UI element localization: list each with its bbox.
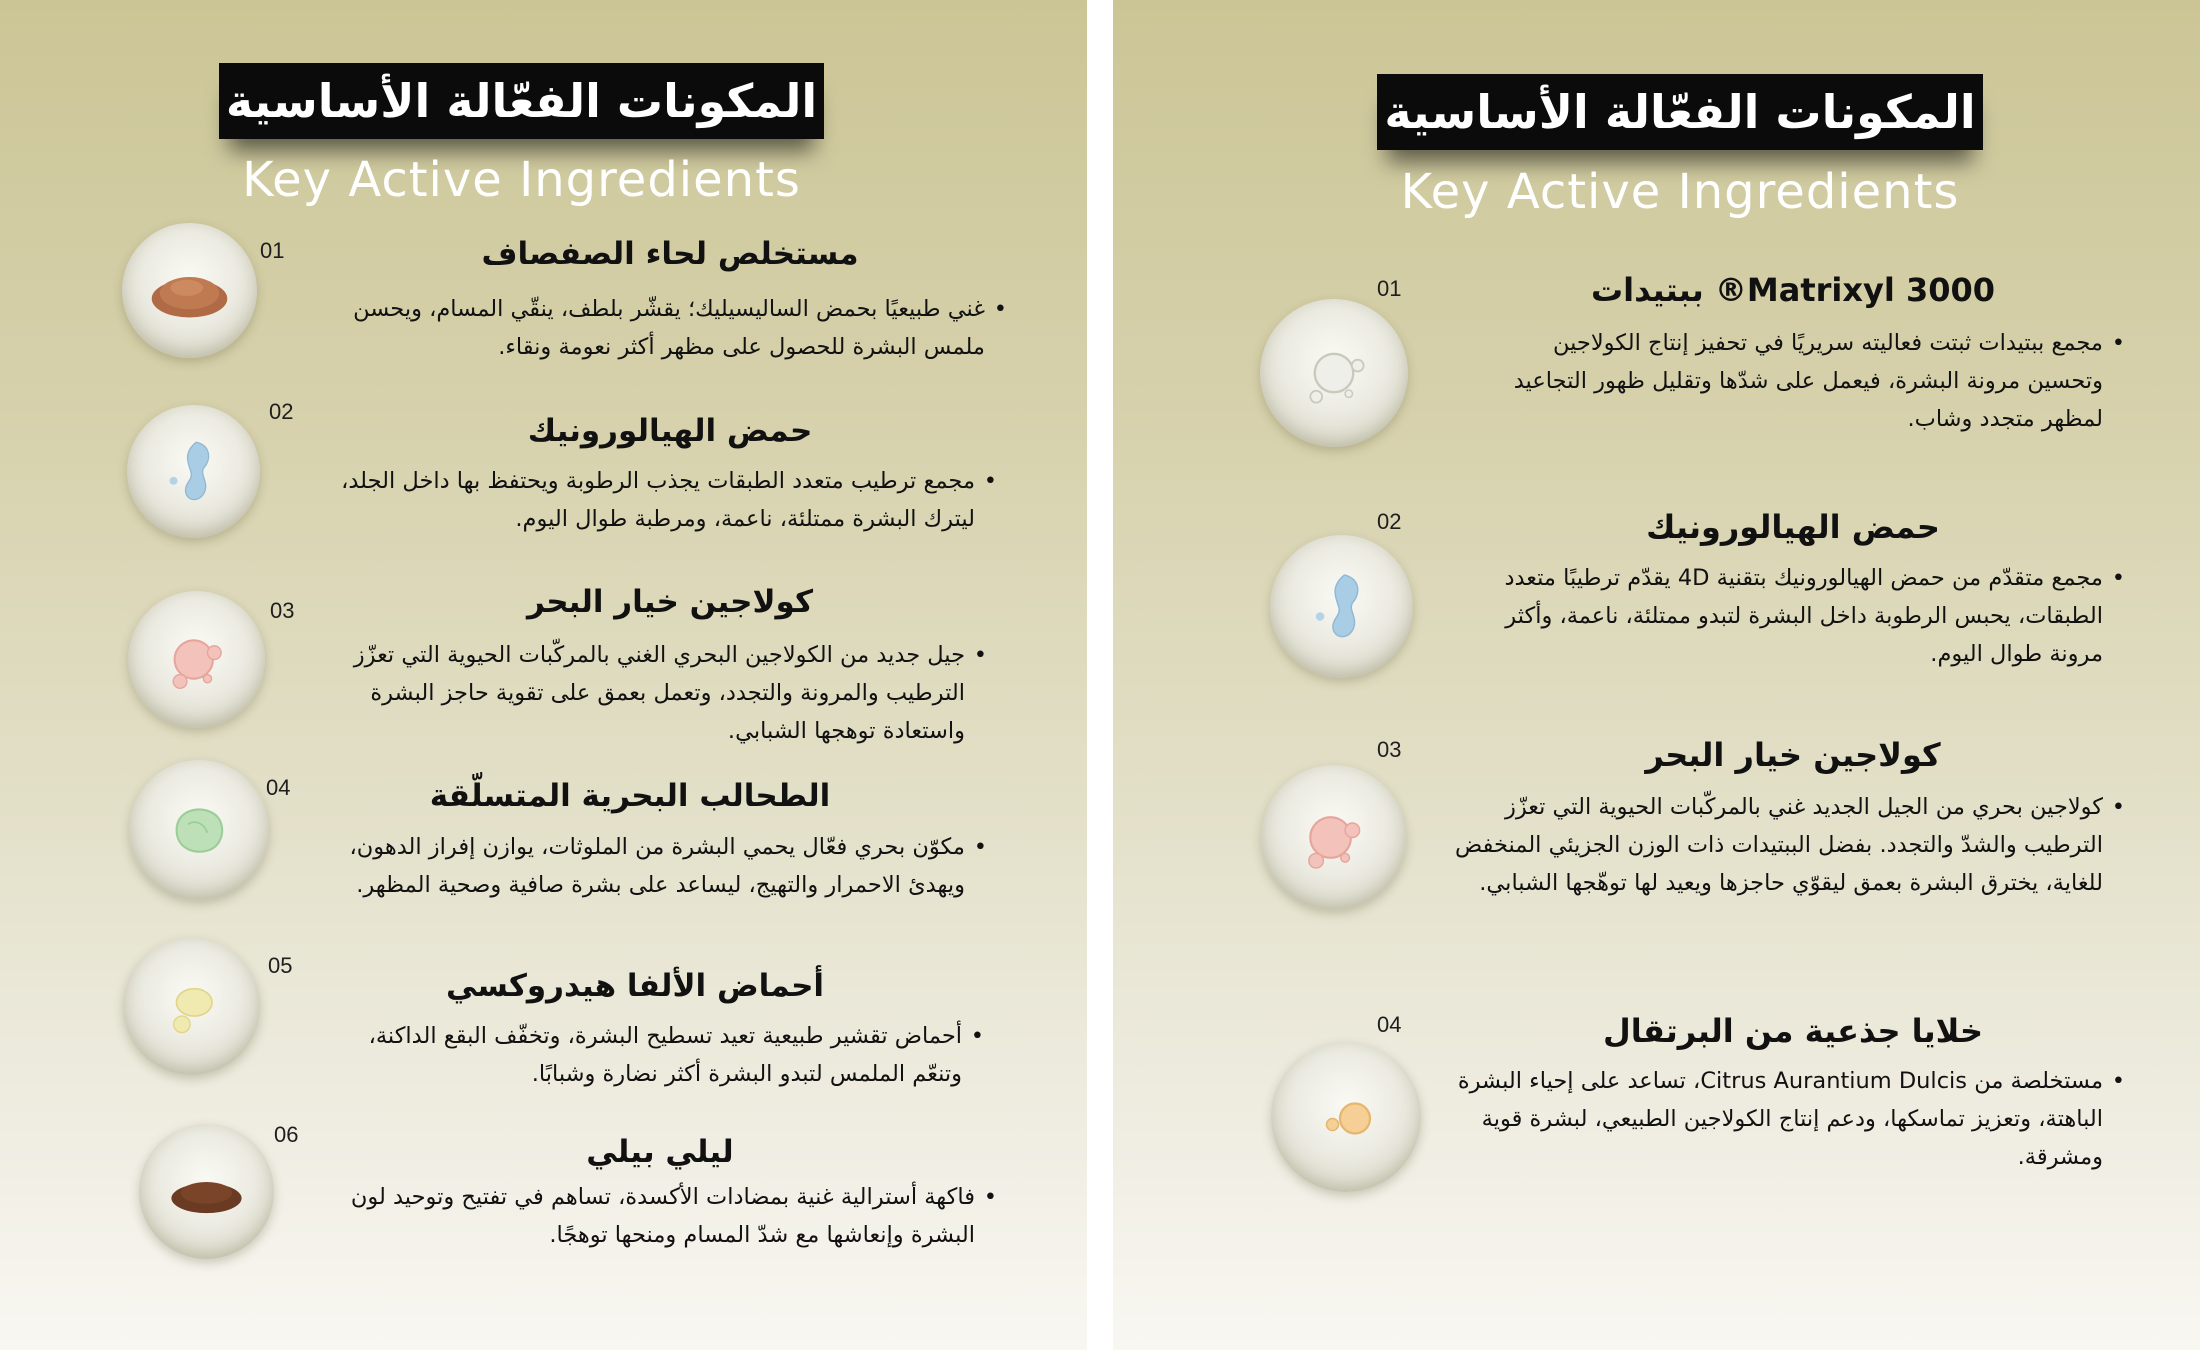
ingredient-number: 01 (1377, 276, 1402, 301)
ingredient-name: حمض الهيالورونيك (1646, 508, 1940, 546)
ingredient-name: أحماض الألفا هيدروكسي (445, 968, 825, 1004)
ingredient-description-text: • أحماض تقشير طبيعية تعيد تسطيح البشرة، وتخفّف البقع الداكنة، وتنعّم الملمس لتبدو البشرة أكثر نضارة وشبابًا. (342, 1017, 962, 1093)
ingredient-number: 03 (270, 598, 295, 623)
peptide-bubble-icon (1260, 299, 1408, 447)
ingredient-name: مستخلص لحاء الصفصاف (481, 236, 859, 272)
ingredient-description-text: • مجمع ببتيدات ثبتت فعاليته سريريًا في تحفيز إنتاج الكولاجين وتحسين مرونة البشرة، فيعمل على شدّها وتقليل ظهور التجاعيد لمظهر متجدد وشاب. (1473, 324, 2103, 438)
sea-cucumber-collagen-icon (128, 591, 265, 728)
ingredient-name: حمض الهيالورونيك (527, 413, 813, 449)
ingredient-number: 04 (1377, 1012, 1402, 1037)
ingredient-number: 04 (266, 775, 291, 800)
ingredient-image (123, 938, 260, 1075)
right-title-arabic: المكونات الفعّالة الأساسية (1384, 85, 1976, 139)
ingredient-name: ببتيدات ®Matrixyl 3000 (1590, 271, 1996, 309)
ingredient-description-text: • مجمع متقدّم من حمض الهيالورونيك بتقنية 4D يقدّم ترطيبًا متعدد الطبقات، يحبس الرطوبة داخل البشرة لتبدو ممتلئة، ناعمة، وأكثر مرونة طوال اليوم. (1459, 559, 2103, 673)
ingredient-description-text: • مستخلصة من Citrus Aurantium Dulcis، تساعد على إحياء البشرة الباهتة، وتعزيز تماسكها، ودعم إنتاج الكولاجين الطبيعي، لبشرة قوية ومشرقة. (1453, 1062, 2103, 1176)
ingredient-description (335, 1178, 1001, 1254)
ingredient-description-text: • جيل جديد من الكولاجين البحري الغني بالمركّبات الحيوية التي تعزّز الترطيب والمرونة والتجدد، وتعمل بعمق على تقوية حاجز البشرة واستعادة توهجها الشبابي. (345, 636, 965, 750)
right-title-box (1377, 74, 1983, 150)
ingredient-description-text: • غني طبيعيًا بحمض الساليسيليك؛ يقشّر بلطف، ينقّي المسام، ويحسن ملمس البشرة للحصول على مظهر أكثر نعومة ونقاء. (345, 290, 985, 366)
left-subtitle-english: Key Active Ingredients (242, 152, 801, 208)
hyaluronic-droplet-icon (1270, 535, 1413, 678)
ingredient-number: 05 (268, 953, 293, 978)
ingredient-description-text: • كولاجين بحري من الجيل الجديد غني بالمركّبات الحيوية التي تعزّز الترطيب والشدّ والتجدد. بفضل الببتيدات ذات الوزن الجزيئي المنخفض للغاية، يخترق البشرة بعمق ليقوّي حاجزها ويعيد لها توهّجها الشبابي. (1443, 788, 2103, 902)
ingredient-image (1271, 1042, 1421, 1192)
ingredient-description (1453, 1062, 2129, 1176)
sea-cucumber-collagen-icon (1261, 765, 1406, 910)
ingredient-image (139, 1124, 274, 1259)
ingredient-description-text: • مجمع ترطيب متعدد الطبقات يجذب الرطوبة ويحتفظ بها داخل الجلد، ليترك البشرة ممتلئة، ناعمة، ومرطبة طوال اليوم. (335, 462, 975, 538)
ingredient-description (342, 1017, 988, 1093)
ingredient-number: 02 (269, 399, 294, 424)
ingredient-description (345, 636, 991, 750)
orange-stem-cell-drop-icon (1271, 1042, 1421, 1192)
ingredient-name: كولاجين خيار البحر (526, 584, 814, 620)
ingredient-name: ليلي بيلي (586, 1134, 734, 1170)
ingredient-number: 02 (1377, 509, 1402, 534)
lilly-pilly-powder-icon (139, 1124, 274, 1259)
ingredient-image (1260, 299, 1408, 447)
hyaluronic-droplet-icon (127, 405, 260, 538)
ingredient-number: 03 (1377, 737, 1402, 762)
ingredient-description (335, 462, 1001, 538)
left-title-box (219, 63, 824, 139)
marine-algae-gel-icon (129, 760, 269, 900)
ingredient-description (1443, 788, 2129, 902)
ingredient-image (122, 223, 257, 358)
ingredient-number: 06 (274, 1122, 299, 1147)
willow-bark-powder-icon (122, 223, 257, 358)
ingredient-description (1459, 559, 2129, 673)
ingredient-number: 01 (260, 238, 285, 263)
ingredient-image (127, 405, 260, 538)
ingredient-image (1261, 765, 1406, 910)
ingredient-name: كولاجين خيار البحر (1645, 736, 1941, 774)
ingredient-name: خلايا جذعية من البرتقال (1602, 1012, 1984, 1050)
ingredient-description (345, 828, 991, 904)
left-title-arabic: المكونات الفعّالة الأساسية (225, 74, 818, 128)
right-panel (1113, 0, 2200, 1350)
ingredient-description-text: • فاكهة أسترالية غنية بمضادات الأكسدة، تساهم في تفتيح وتوحيد لون البشرة وإنعاشها مع شدّ المسام ومنحها توهجًا. (335, 1178, 975, 1254)
left-panel (0, 0, 1087, 1350)
ingredient-description (1473, 324, 2129, 438)
ingredient-image (129, 760, 269, 900)
ingredient-image (1270, 535, 1413, 678)
ingredient-description-text: • مكوّن بحري فعّال يحمي البشرة من الملوثات، يوازن إفراز الدهون، ويهدئ الاحمرار والتهيج، ليساعد على بشرة صافية وصحية المظهر. (345, 828, 965, 904)
ingredient-image (128, 591, 265, 728)
ingredient-name: الطحالب البحرية المتسلّقة (429, 778, 831, 814)
aha-serum-drops-icon (123, 938, 260, 1075)
ingredient-description (345, 290, 1011, 366)
right-subtitle-english: Key Active Ingredients (1400, 164, 1960, 220)
